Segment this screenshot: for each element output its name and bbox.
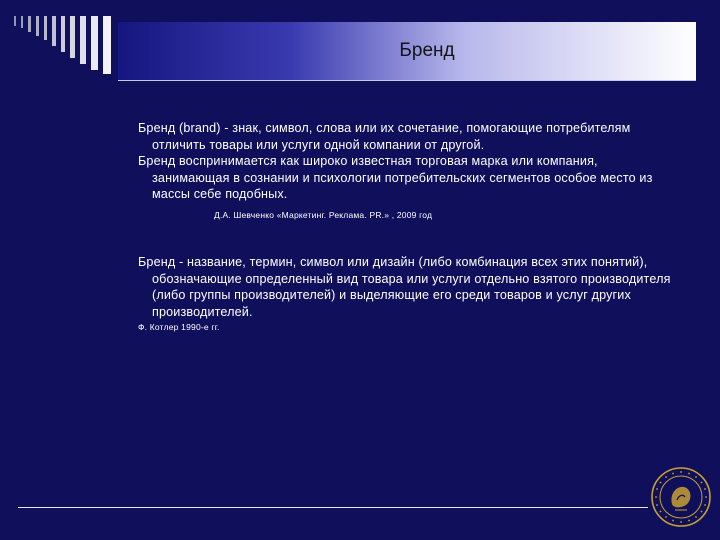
decor-stripe: [91, 16, 98, 70]
slide-title: Бренд: [399, 40, 455, 61]
decor-stripe: [70, 16, 75, 58]
decor-stripe: [28, 16, 31, 32]
seal-emblem-icon: [650, 466, 712, 528]
decor-stripe: [36, 16, 39, 36]
slide-content: [138, 120, 678, 332]
footer-divider: [18, 507, 648, 508]
definition-paragraph-3: Бренд - название, термин, символ или дизайн (либо комбинация всех этих понятий), обозначающие определенный вид товара или услуги отдельно взятого производителя (либо группы производителей) и выделяющие его среди товаров и услуг других производителей.: [138, 254, 671, 319]
title-bar: [118, 22, 696, 81]
source-citation-2: Ф. Котлер 1990-е гг.: [138, 322, 220, 333]
definition-paragraph-1: Бренд (brand) - знак, символ, слова или их сочетание, помогающие потребителям отличить товары или услуги одной компании от другой.: [138, 121, 631, 152]
decor-stripe: [80, 16, 86, 64]
decor-stripe: [61, 16, 65, 52]
definition-paragraph-2: Бренд воспринимается как широко известная торговая марка или компания, занимающая в сознании и психологии потребительских сегментов особое место из массы себе подобных.: [138, 154, 653, 202]
decor-stripe: [52, 16, 56, 46]
decor-stripe: [21, 16, 23, 28]
decor-stripe: [14, 16, 16, 26]
decorative-stripes: [14, 16, 124, 76]
source-citation-1: Д.А. Шевченко «Маркетинг. Реклама. PR.» , 2009 год: [214, 209, 433, 220]
decor-stripe: [44, 16, 47, 40]
decor-stripe: [103, 16, 111, 74]
